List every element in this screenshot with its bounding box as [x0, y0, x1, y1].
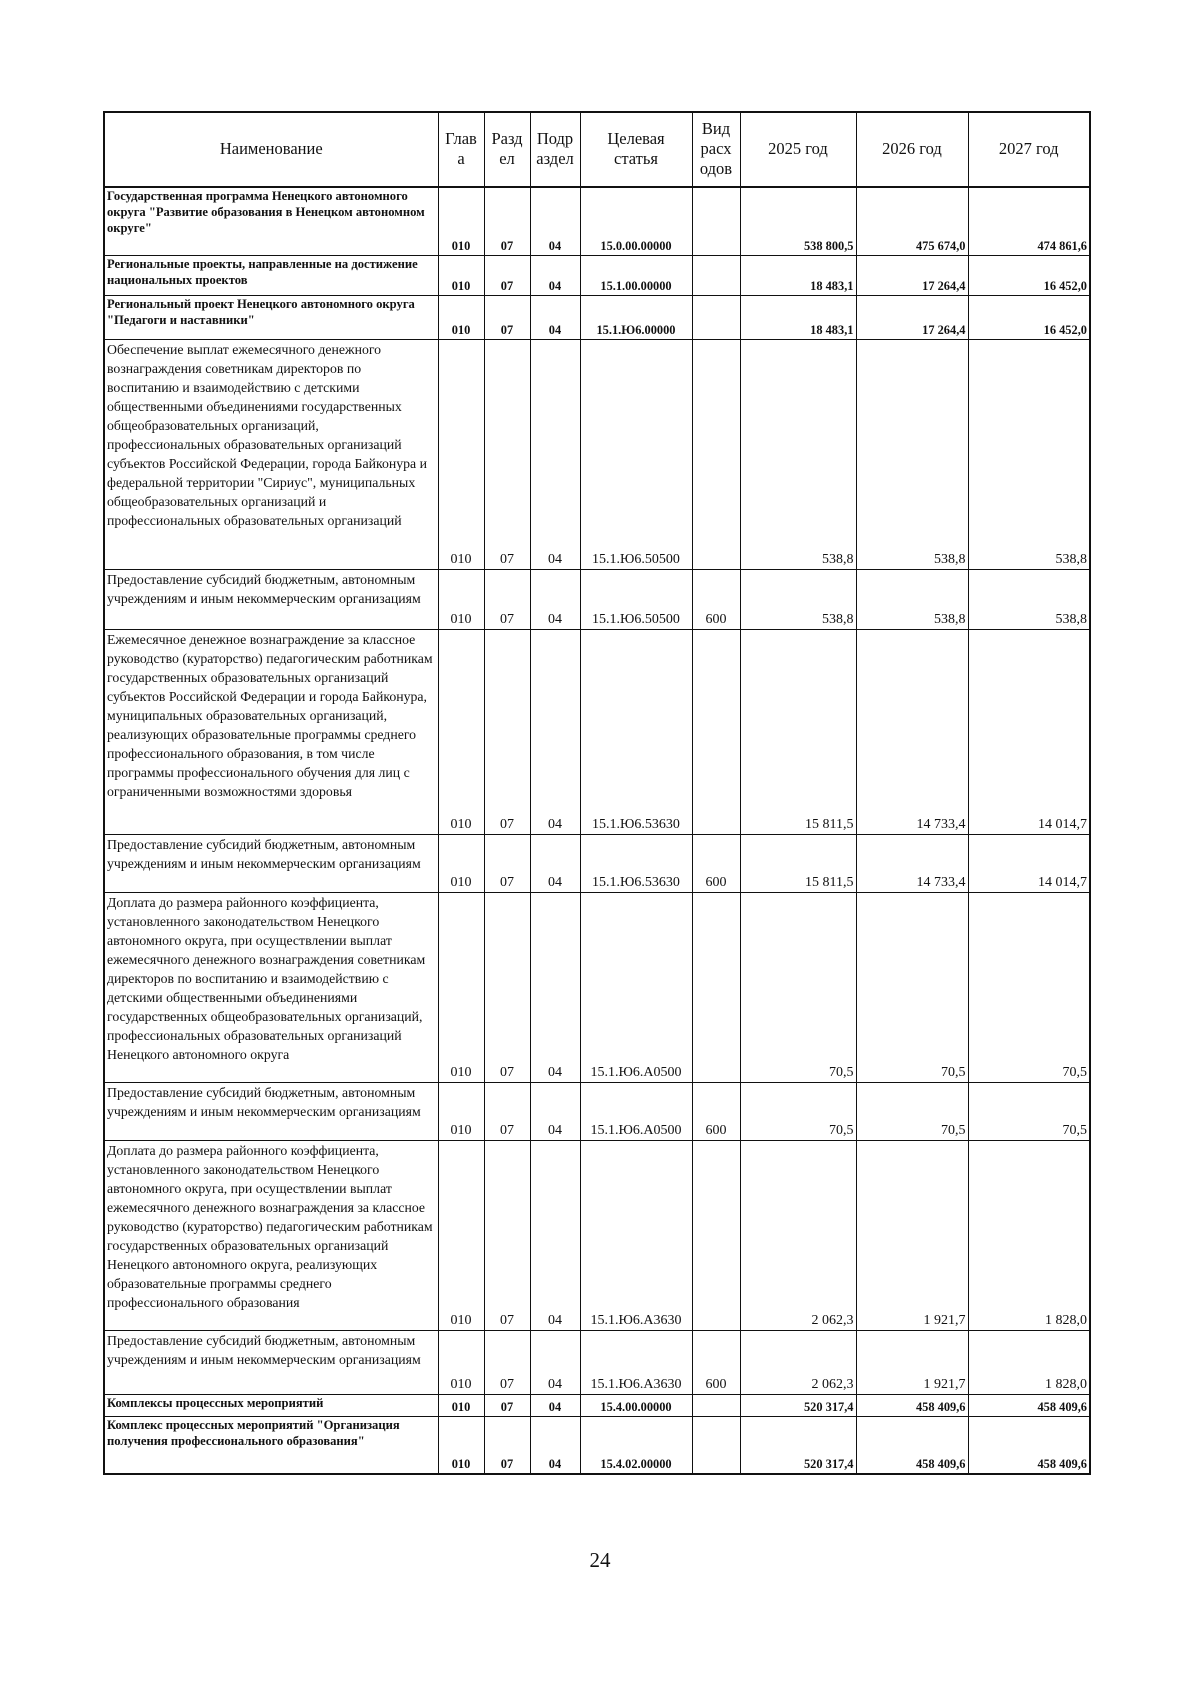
row-chapter: 010 — [438, 1416, 484, 1474]
row-section: 07 — [484, 1082, 530, 1140]
row-section: 07 — [484, 1330, 530, 1394]
row-subsection: 04 — [530, 569, 580, 629]
row-amount-2025: 70,5 — [740, 892, 856, 1082]
row-chapter: 010 — [438, 255, 484, 295]
row-target-article: 15.1.Ю6.53630 — [580, 629, 692, 834]
header-subsection: Подр аздел — [530, 112, 580, 187]
row-target-article: 15.1.00.00000 — [580, 255, 692, 295]
table-row — [104, 892, 1090, 1082]
row-expense-type: 600 — [692, 1330, 740, 1394]
row-subsection: 04 — [530, 834, 580, 892]
row-amount-2025: 2 062,3 — [740, 1140, 856, 1330]
row-section: 07 — [484, 1394, 530, 1416]
row-section: 07 — [484, 339, 530, 569]
row-subsection: 04 — [530, 1416, 580, 1474]
row-amount-2026: 17 264,4 — [856, 295, 968, 339]
row-amount-2025: 538,8 — [740, 569, 856, 629]
row-chapter: 010 — [438, 1082, 484, 1140]
row-amount-2026: 1 921,7 — [856, 1330, 968, 1394]
row-target-article: 15.0.00.00000 — [580, 187, 692, 255]
row-subsection: 04 — [530, 187, 580, 255]
row-name: Региональный проект Ненецкого автономного округа "Педагоги и наставники" — [104, 295, 438, 339]
row-chapter: 010 — [438, 1330, 484, 1394]
row-amount-2026: 70,5 — [856, 892, 968, 1082]
row-subsection: 04 — [530, 629, 580, 834]
row-name: Доплата до размера районного коэффициента, установленного законодательством Ненецкого автономного округа, при осуществлении выплат ежемесячного денежного вознаграждения советникам директоров по воспитанию и взаимодействию с детскими общественными объединениями государственных общеобразовательных организаций, профессиональных образовательных организаций Ненецкого автономного округа — [104, 892, 438, 1082]
row-section: 07 — [484, 187, 530, 255]
table-row — [104, 187, 1090, 255]
row-subsection: 04 — [530, 1140, 580, 1330]
row-target-article: 15.1.Ю6.53630 — [580, 834, 692, 892]
row-amount-2026: 475 674,0 — [856, 187, 968, 255]
row-amount-2027: 458 409,6 — [968, 1394, 1090, 1416]
row-amount-2025: 18 483,1 — [740, 295, 856, 339]
row-amount-2027: 1 828,0 — [968, 1330, 1090, 1394]
row-name: Обеспечение выплат ежемесячного денежного вознаграждения советникам директоров по воспитанию и взаимодействию с детскими общественными объединениями государственных общеобразовательных организаций, профессиональных образовательных организаций субъектов Российской Федерации, города Байконура и федеральной территории "Сириус", муниципальных общеобразовательных организаций и профессиональных образовательных организаций — [104, 339, 438, 569]
row-amount-2026: 458 409,6 — [856, 1394, 968, 1416]
row-name: Предоставление субсидий бюджетным, автономным учреждениям и иным некоммерческим организациям — [104, 569, 438, 629]
row-amount-2027: 458 409,6 — [968, 1416, 1090, 1474]
row-expense-type — [692, 339, 740, 569]
row-amount-2026: 1 921,7 — [856, 1140, 968, 1330]
row-name: Государственная программа Ненецкого автономного округа "Развитие образования в Ненецком автономном округе" — [104, 187, 438, 255]
table-header-row — [104, 112, 1090, 187]
table-row — [104, 295, 1090, 339]
row-target-article: 15.1.Ю6.00000 — [580, 295, 692, 339]
row-amount-2027: 1 828,0 — [968, 1140, 1090, 1330]
row-section: 07 — [484, 834, 530, 892]
row-expense-type — [692, 1140, 740, 1330]
row-amount-2026: 538,8 — [856, 339, 968, 569]
row-chapter: 010 — [438, 295, 484, 339]
header-section: Разд ел — [484, 112, 530, 187]
row-amount-2027: 16 452,0 — [968, 255, 1090, 295]
row-chapter: 010 — [438, 339, 484, 569]
row-amount-2026: 458 409,6 — [856, 1416, 968, 1474]
row-amount-2027: 14 014,7 — [968, 629, 1090, 834]
row-amount-2027: 70,5 — [968, 1082, 1090, 1140]
row-amount-2027: 538,8 — [968, 569, 1090, 629]
table-row — [104, 339, 1090, 569]
row-name: Ежемесячное денежное вознаграждение за классное руководство (кураторство) педагогическим работникам государственных образовательных организаций субъектов Российской Федерации и города Байконура, муниципальных образовательных организаций, реализующих образовательные программы среднего профессионального образования, в том числе программы профессионального обучения для лиц с ограниченными возможностями здоровья — [104, 629, 438, 834]
row-amount-2025: 538,8 — [740, 339, 856, 569]
table-body — [104, 187, 1090, 1474]
header-name: Наименование — [104, 112, 438, 187]
row-amount-2025: 520 317,4 — [740, 1394, 856, 1416]
row-amount-2026: 14 733,4 — [856, 629, 968, 834]
row-expense-type — [692, 1416, 740, 1474]
row-subsection: 04 — [530, 1394, 580, 1416]
header-target-article: Целевая статья — [580, 112, 692, 187]
header-2026: 2026 год — [856, 112, 968, 187]
table-row — [104, 255, 1090, 295]
row-target-article: 15.4.02.00000 — [580, 1416, 692, 1474]
budget-table — [103, 111, 1091, 1475]
row-amount-2026: 538,8 — [856, 569, 968, 629]
row-amount-2027: 538,8 — [968, 339, 1090, 569]
row-section: 07 — [484, 892, 530, 1082]
row-subsection: 04 — [530, 295, 580, 339]
row-section: 07 — [484, 1140, 530, 1330]
row-section: 07 — [484, 629, 530, 834]
row-name: Региональные проекты, направленные на достижение национальных проектов — [104, 255, 438, 295]
row-section: 07 — [484, 569, 530, 629]
row-section: 07 — [484, 1416, 530, 1474]
row-chapter: 010 — [438, 629, 484, 834]
row-subsection: 04 — [530, 255, 580, 295]
row-amount-2027: 70,5 — [968, 892, 1090, 1082]
table-row — [104, 1082, 1090, 1140]
header-2027: 2027 год — [968, 112, 1090, 187]
row-chapter: 010 — [438, 1394, 484, 1416]
row-amount-2025: 15 811,5 — [740, 629, 856, 834]
row-amount-2026: 14 733,4 — [856, 834, 968, 892]
row-subsection: 04 — [530, 1330, 580, 1394]
row-expense-type — [692, 295, 740, 339]
row-expense-type: 600 — [692, 1082, 740, 1140]
table-row — [104, 1394, 1090, 1416]
row-name: Комплекс процессных мероприятий "Организация получения профессионального образования" — [104, 1416, 438, 1474]
row-amount-2026: 17 264,4 — [856, 255, 968, 295]
row-chapter: 010 — [438, 834, 484, 892]
row-name: Предоставление субсидий бюджетным, автономным учреждениям и иным некоммерческим организациям — [104, 834, 438, 892]
row-target-article: 15.1.Ю6.А3630 — [580, 1330, 692, 1394]
row-name: Доплата до размера районного коэффициента, установленного законодательством Ненецкого автономного округа, при осуществлении выплат ежемесячного денежного вознаграждения за классное руководство (кураторство) педагогическим работникам государственных образовательных организаций Ненецкого автономного округа, реализующих образовательные программы среднего профессионального образования — [104, 1140, 438, 1330]
row-amount-2027: 474 861,6 — [968, 187, 1090, 255]
row-amount-2025: 520 317,4 — [740, 1416, 856, 1474]
table-row — [104, 1330, 1090, 1394]
row-amount-2026: 70,5 — [856, 1082, 968, 1140]
page-number: 24 — [589, 1548, 611, 1572]
row-expense-type — [692, 1394, 740, 1416]
row-target-article: 15.1.Ю6.А0500 — [580, 1082, 692, 1140]
row-chapter: 010 — [438, 569, 484, 629]
row-amount-2025: 538 800,5 — [740, 187, 856, 255]
header-chapter: Глав а — [438, 112, 484, 187]
header-2025: 2025 год — [740, 112, 856, 187]
row-section: 07 — [484, 295, 530, 339]
row-name: Комплексы процессных мероприятий — [104, 1394, 438, 1416]
row-expense-type: 600 — [692, 834, 740, 892]
table-row — [104, 1416, 1090, 1474]
row-amount-2027: 14 014,7 — [968, 834, 1090, 892]
table-row — [104, 629, 1090, 834]
row-target-article: 15.4.00.00000 — [580, 1394, 692, 1416]
row-expense-type — [692, 629, 740, 834]
row-target-article: 15.1.Ю6.А0500 — [580, 892, 692, 1082]
row-name: Предоставление субсидий бюджетным, автономным учреждениям и иным некоммерческим организациям — [104, 1330, 438, 1394]
row-chapter: 010 — [438, 1140, 484, 1330]
row-target-article: 15.1.Ю6.А3630 — [580, 1140, 692, 1330]
row-expense-type — [692, 255, 740, 295]
row-expense-type — [692, 187, 740, 255]
table-row — [104, 1140, 1090, 1330]
row-amount-2025: 15 811,5 — [740, 834, 856, 892]
row-amount-2027: 16 452,0 — [968, 295, 1090, 339]
row-subsection: 04 — [530, 1082, 580, 1140]
row-subsection: 04 — [530, 339, 580, 569]
row-amount-2025: 18 483,1 — [740, 255, 856, 295]
row-subsection: 04 — [530, 892, 580, 1082]
row-section: 07 — [484, 255, 530, 295]
row-amount-2025: 70,5 — [740, 1082, 856, 1140]
row-target-article: 15.1.Ю6.50500 — [580, 569, 692, 629]
row-expense-type: 600 — [692, 569, 740, 629]
header-expense-type: Вид расх одов — [692, 112, 740, 187]
row-expense-type — [692, 892, 740, 1082]
row-amount-2025: 2 062,3 — [740, 1330, 856, 1394]
row-name: Предоставление субсидий бюджетным, автономным учреждениям и иным некоммерческим организациям — [104, 1082, 438, 1140]
table-row — [104, 569, 1090, 629]
row-target-article: 15.1.Ю6.50500 — [580, 339, 692, 569]
row-chapter: 010 — [438, 187, 484, 255]
row-chapter: 010 — [438, 892, 484, 1082]
table-row — [104, 834, 1090, 892]
